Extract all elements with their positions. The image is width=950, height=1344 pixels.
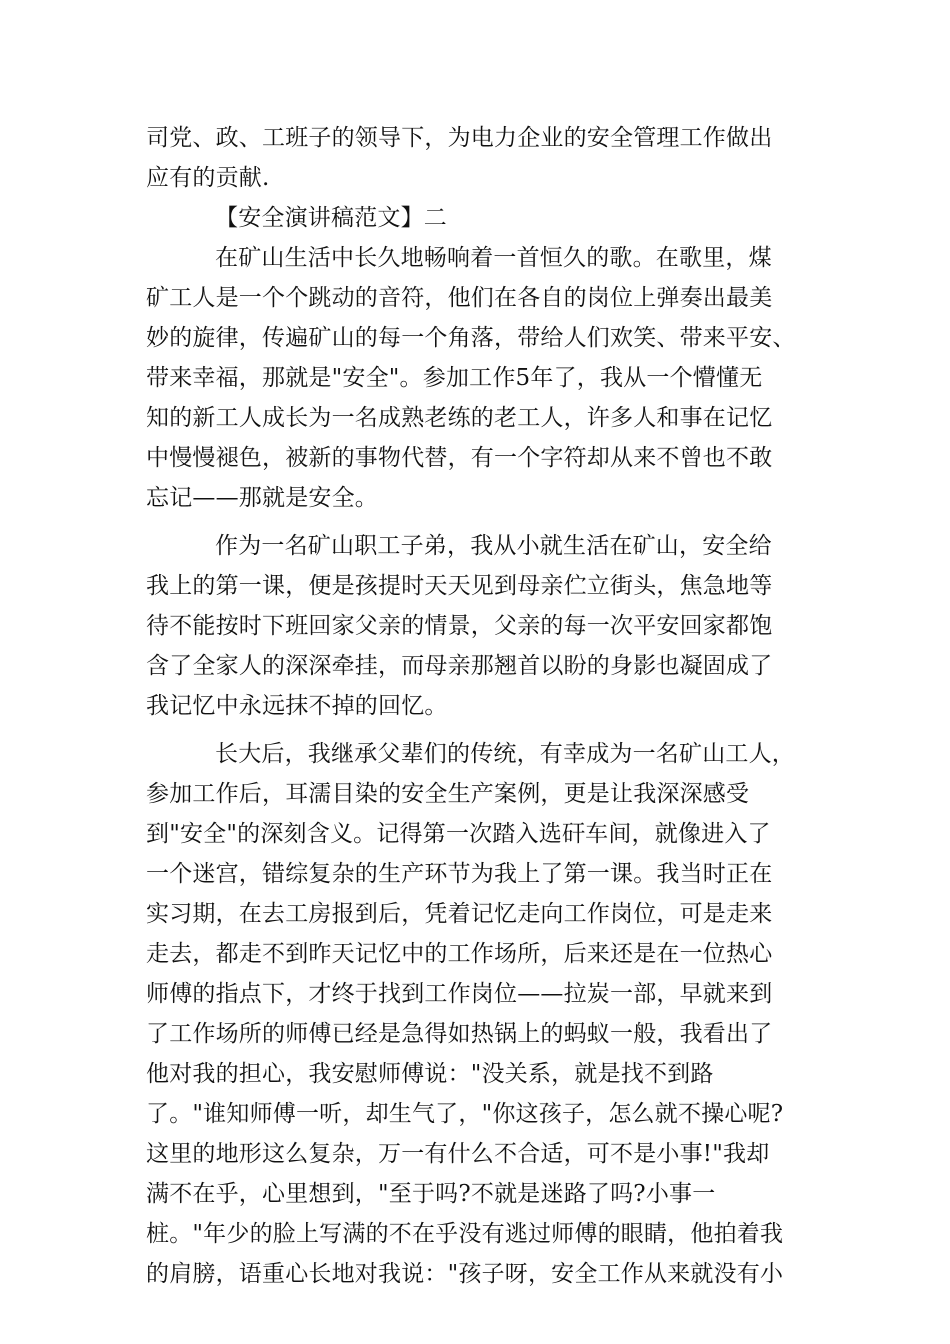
body-line: 参加工作后，耳濡目染的安全生产案例，更是让我深深感受 [146,781,750,807]
body-line: 满不在乎，心里想到，"至于吗?不就是迷路了吗?小事一 [146,1181,716,1207]
body-line: 实习期，在去工房报到后，凭着记忆走向工作岗位，可是走来 [146,901,773,927]
body-line: 带来幸福，那就是"安全"。参加工作5年了，我从一个懵懂无 [146,365,763,391]
body-line: 一个迷宫，错综复杂的生产环节为我上了第一课。我当时正在 [146,861,773,887]
body-line: 走去，都走不到昨天记忆中的工作场所，后来还是在一位热心 [146,941,773,967]
body-line: 我上的第一课，便是孩提时天天见到母亲伫立街头，焦急地等 [146,573,773,599]
body-line: 中慢慢褪色，被新的事物代替，有一个字符却从来不曾也不敢 [146,445,773,471]
body-line: 的肩膀，语重心长地对我说："孩子呀，安全工作从来就没有小 [146,1261,784,1287]
body-line: 司党、政、工班子的领导下，为电力企业的安全管理工作做出 [146,125,773,151]
body-line: 师傅的指点下，才终于找到工作岗位——拉炭一部，早就来到 [146,981,773,1007]
body-line: 桩。"年少的脸上写满的不在乎没有逃过师傅的眼睛，他拍着我 [146,1221,784,1247]
body-line: 了工作场所的师傅已经是急得如热锅上的蚂蚁一般，我看出了 [146,1021,773,1047]
body-line: 矿工人是一个个跳动的音符，他们在各自的岗位上弹奏出最美 [146,285,773,311]
body-line: 这里的地形这么复杂，万一有什么不合适，可不是小事!"我却 [146,1141,770,1167]
body-line: 妙的旋律，传遍矿山的每一个角落，带给人们欢笑、带来平安、 [146,325,796,351]
body-line: 知的新工人成长为一名成熟老练的老工人，许多人和事在记忆 [146,405,773,431]
body-line: 含了全家人的深深牵挂，而母亲那翘首以盼的身影也凝固成了 [146,653,773,679]
section-heading: 【安全演讲稿范文】二 [215,205,447,231]
body-line: 到"安全"的深刻含义。记得第一次踏入选矸车间，就像进入了 [146,821,771,847]
body-line: 他对我的担心，我安慰师傅说："没关系，就是找不到路 [146,1061,714,1087]
body-line: 待不能按时下班回家父亲的情景，父亲的每一次平安回家都饱 [146,613,773,639]
body-line: 我记忆中永远抹不掉的回忆。 [146,693,448,719]
paragraph-first-line: 在矿山生活中长久地畅响着一首恒久的歌。在歌里，煤 [215,245,772,271]
body-line: 了。"谁知师傅一听，却生气了，"你这孩子，怎么就不操心呢? [146,1101,784,1127]
paragraph-first-line: 长大后，我继承父辈们的传统，有幸成为一名矿山工人， [215,741,795,767]
paragraph-first-line: 作为一名矿山职工子弟，我从小就生活在矿山，安全给 [215,533,772,559]
body-line: 应有的贡献. [146,165,270,191]
document-body [146,118,810,1294]
body-line: 忘记——那就是安全。 [146,485,378,511]
